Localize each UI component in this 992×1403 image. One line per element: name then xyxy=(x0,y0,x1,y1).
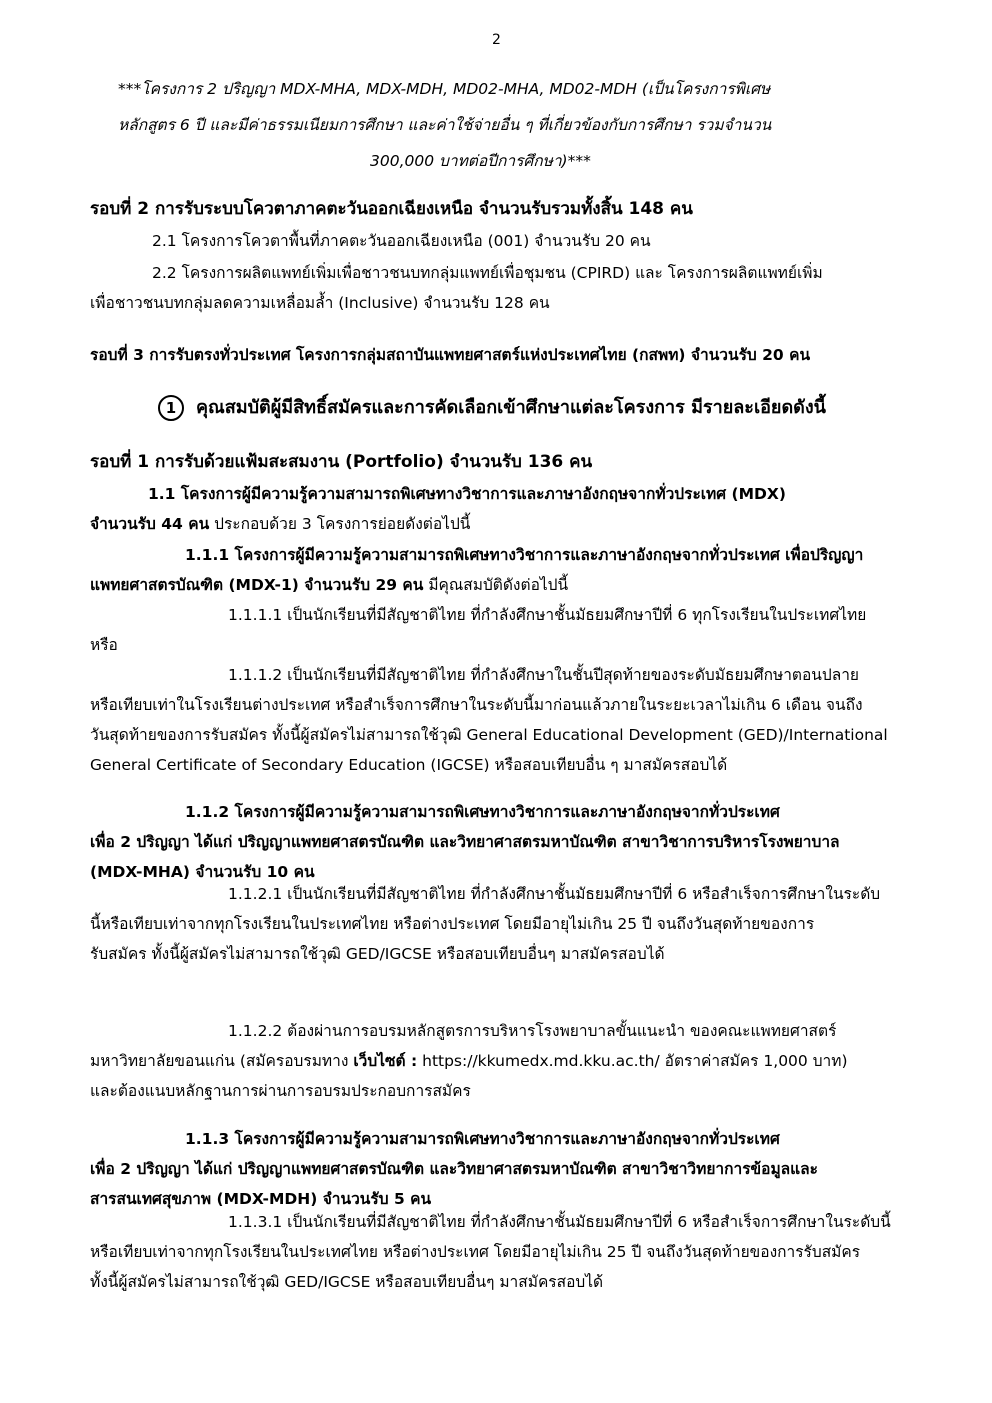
item-1-1-1-1-line-2: หรือ xyxy=(90,636,118,654)
item-1-1-2-1-line-1: 1.1.2.1 เป็นนักเรียนที่มีสัญชาติไทย ที่กำลังศึกษาชั้นมัธยมศึกษาปีที่ 6 หรือสำเร็จการศึกษาในระดับ xyxy=(228,885,881,903)
item-1-1-1-line-1: 1.1.1 โครงการผู้มีความรู้ความสามารถพิเศษทางวิชาการและภาษาอังกฤษจากทั่วประเทศ เพื่อปริญญา xyxy=(185,546,864,564)
item-1-1-1-2-line-3: วันสุดท้ายของการรับสมัคร ทั้งนี้ผู้สมัครไม่สามารถใช้วุฒิ General Educational Development (GED)/International xyxy=(90,726,888,744)
round2-heading: รอบที่ 2 การรับระบบโควตาภาคตะวันออกเฉียงเหนือ จำนวนรับรวมทั้งสิ้น 148 คน xyxy=(90,199,693,219)
note-line-1: ***โครงการ 2 ปริญญา MDX-MHA, MDX-MDH, MD02-MHA, MD02-MDH (เป็นโครงการพิเศษ xyxy=(118,80,771,98)
item-1-1-2-line-2: เพื่อ 2 ปริญญา ได้แก่ ปริญญาแพทยศาสตรบัณฑิต และวิทยาศาสตรมหาบัณฑิต สาขาวิชาการบริหารโรงพยาบาล xyxy=(90,833,840,851)
item-1-1-3-1-line-1: 1.1.3.1 เป็นนักเรียนที่มีสัญชาติไทย ที่กำลังศึกษาชั้นมัธยมศึกษาปีที่ 6 หรือสำเร็จการศึกษาในระดับนี้ xyxy=(228,1213,891,1231)
item-1-1-1-2-line-2: หรือเทียบเท่าในโรงเรียนต่างประเทศ หรือสำเร็จการศึกษาในระดับนี้มาก่อนแล้วภายในระยะเวลาไม่เกิน 6 เดือน จนถึง xyxy=(90,696,863,714)
item-1-1-3-line-2: เพื่อ 2 ปริญญา ได้แก่ ปริญญาแพทยศาสตรบัณฑิต และวิทยาศาสตรมหาบัณฑิต สาขาวิชาวิทยาการข้อมูลและ xyxy=(90,1160,818,1178)
item-1-1-1-1-line-1: 1.1.1.1 เป็นนักเรียนที่มีสัญชาติไทย ที่กำลังศึกษาชั้นมัธยมศึกษาปีที่ 6 ทุกโรงเรียนในประเทศไทย xyxy=(228,606,867,624)
round2-item-2-2-line-1: 2.2 โครงการผลิตแพทย์เพิ่มเพื่อชาวชนบทกลุ่มแพทย์เพื่อชุมชน (CPIRD) และ โครงการผลิตแพทย์เพิ่ม xyxy=(152,264,823,282)
item-1-1-3-1-line-2: หรือเทียบเท่าจากทุกโรงเรียนในประเทศไทย หรือต่างประเทศ โดยมีอายุไม่เกิน 25 ปี จนถึงวันสุดท้ายของการรับสมัคร xyxy=(90,1243,861,1261)
item-1-1-1-desc: มีคุณสมบัติดังต่อไปนี้ xyxy=(423,576,569,594)
item-1-1-1-2-line-1: 1.1.1.2 เป็นนักเรียนที่มีสัญชาติไทย ที่กำลังศึกษาในชั้นปีสุดท้ายของระดับมัธยมศึกษาตอนปลาย xyxy=(228,666,859,684)
item-1-1-2-line-1: 1.1.2 โครงการผู้มีความรู้ความสามารถพิเศษทางวิชาการและภาษาอังกฤษจากทั่วประเทศ xyxy=(185,803,780,821)
website-label: เว็บไซต์ : xyxy=(353,1052,418,1070)
round1-heading: รอบที่ 1 การรับด้วยแฟ้มสะสมงาน (Portfolio) จำนวนรับ 136 คน xyxy=(90,452,593,472)
note-line-3: 300,000 บาทต่อปีการศึกษา)*** xyxy=(370,152,591,170)
item-1-1-1-line-2 xyxy=(90,575,568,595)
item-1-1-2-line-3: (MDX-MHA) จำนวนรับ 10 คน xyxy=(90,863,315,881)
round2-item-2-1: 2.1 โครงการโควตาพื้นที่ภาคตะวันออกเฉียงเหนือ (001) จำนวนรับ 20 คน xyxy=(152,232,651,250)
item-1-1-line-1: 1.1 โครงการผู้มีความรู้ความสามารถพิเศษทางวิชาการและภาษาอังกฤษจากทั่วประเทศ (MDX) xyxy=(148,485,786,503)
item-1-1-2-1-line-3: รับสมัคร ทั้งนี้ผู้สมัครไม่สามารถใช้วุฒิ GED/IGCSE หรือสอบเทียบอื่นๆ มาสมัครสอบได้ xyxy=(90,945,665,963)
item-1-1-3-1-line-3: ทั้งนี้ผู้สมัครไม่สามารถใช้วุฒิ GED/IGCSE หรือสอบเทียบอื่นๆ มาสมัครสอบได้ xyxy=(90,1273,604,1291)
item-1-1-desc: ประกอบด้วย 3 โครงการย่อยดังต่อไปนี้ xyxy=(209,515,471,533)
note-line-2: หลักสูตร 6 ปี และมีค่าธรรมเนียมการศึกษา และค่าใช้จ่ายอื่น ๆ ที่เกี่ยวข้องกับการศึกษา รวมจำนวน xyxy=(118,116,772,134)
page-number: 2 xyxy=(492,32,501,48)
item-1-1-3-line-3: สารสนเทศสุขภาพ (MDX-MDH) จำนวนรับ 5 คน xyxy=(90,1190,432,1208)
item-1-1-2-2-line-3: และต้องแนบหลักฐานการผ่านการอบรมประกอบการสมัคร xyxy=(90,1082,471,1100)
round2-item-2-2-line-2: เพื่อชาวชนบทกลุ่มลดความเหลื่อมล้ำ (Inclusive) จำนวนรับ 128 คน xyxy=(90,294,550,312)
item-1-1-1-count: แพทยศาสตรบัณฑิต (MDX-1) จำนวนรับ 29 คน xyxy=(90,576,424,594)
item-1-1-1-2-line-4: General Certificate of Secondary Education (IGCSE) หรือสอบเทียบอื่น ๆ มาสมัครสอบได้ xyxy=(90,756,728,774)
item-1-1-line-2 xyxy=(90,514,470,534)
item-1-1-count: จำนวนรับ 44 คน xyxy=(90,515,210,533)
circled-number-marker: 1 xyxy=(158,395,184,421)
round3-heading: รอบที่ 3 การรับตรงทั่วประเทศ โครงการกลุ่มสถาบันแพทยศาสตร์แห่งประเทศไทย (กสพท) จำนวนรับ 20 คน xyxy=(90,346,811,364)
item-1-1-3-line-1: 1.1.3 โครงการผู้มีความรู้ความสามารถพิเศษทางวิชาการและภาษาอังกฤษจากทั่วประเทศ xyxy=(185,1130,780,1148)
section-title: คุณสมบัติผู้มีสิทธิ์สมัครและการคัดเลือกเข้าศึกษาแต่ละโครงการ มีรายละเอียดดังนี้ xyxy=(196,397,826,418)
item-1-1-2-2-line-2 xyxy=(90,1051,848,1071)
item-1-1-2-2-line-1: 1.1.2.2 ต้องผ่านการอบรมหลักสูตรการบริหารโรงพยาบาลขั้นแนะนำ ของคณะแพทยศาสตร์ xyxy=(228,1022,837,1040)
website-url[interactable]: https://kkumedx.md.kku.ac.th/ อัตราค่าสมัคร 1,000 บาท) xyxy=(417,1052,848,1070)
section-title-row xyxy=(158,395,826,421)
item-1-1-2-2-text: มหาวิทยาลัยขอนแก่น (สมัครอบรมทาง xyxy=(90,1052,354,1070)
item-1-1-2-1-line-2: นี้หรือเทียบเท่าจากทุกโรงเรียนในประเทศไทย หรือต่างประเทศ โดยมีอายุไม่เกิน 25 ปี จนถึงวันสุดท้ายของการ xyxy=(90,915,815,933)
